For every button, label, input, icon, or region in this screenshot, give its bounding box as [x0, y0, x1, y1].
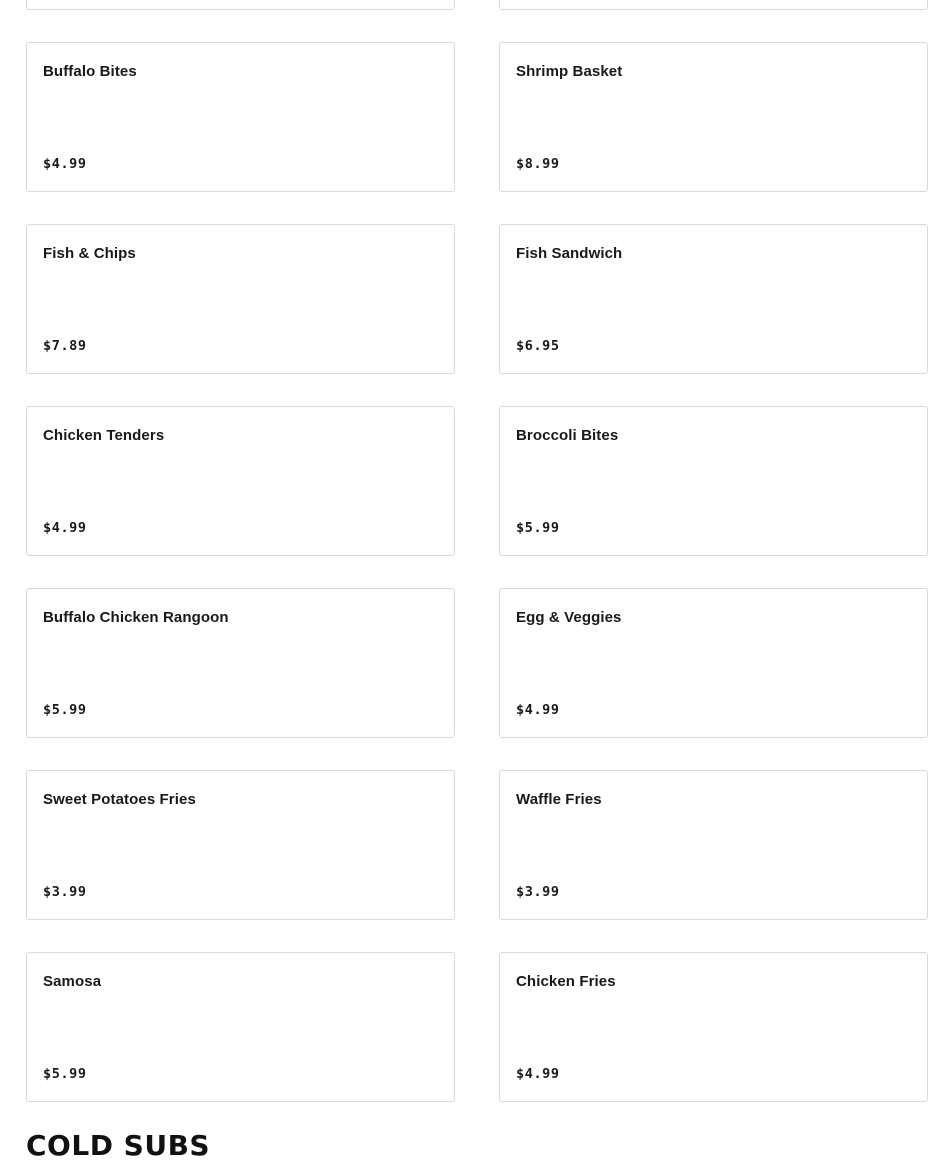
menu-item-card-buffalo-chicken-rangoon[interactable]: [26, 588, 455, 738]
menu-item-name: Sweet Potatoes Fries: [43, 791, 196, 808]
menu-item-card-shrimp-basket[interactable]: [499, 42, 928, 192]
menu-item-card-buffalo-bites[interactable]: [26, 42, 455, 192]
menu-item-name: Broccoli Bites: [516, 427, 619, 444]
menu-item-name: Chicken Tenders: [43, 427, 165, 444]
menu-item-card-fish-sandwich[interactable]: [499, 224, 928, 374]
menu-item-name: Fish & Chips: [43, 245, 136, 262]
menu-item-price: $4.99: [43, 520, 87, 536]
menu-item-name: Fish Sandwich: [516, 245, 623, 262]
menu-item-price: $4.99: [43, 156, 87, 172]
menu-item-price: $7.89: [43, 338, 87, 354]
menu-item-price: $3.99: [516, 884, 560, 900]
menu-item-price: $3.99: [43, 884, 87, 900]
menu-item-price: $6.95: [516, 338, 560, 354]
menu-item-price: $5.99: [43, 1066, 87, 1082]
menu-item-name: Waffle Fries: [516, 791, 602, 808]
menu-items-grid: [26, 0, 928, 1102]
menu-item-price: $4.99: [516, 1066, 560, 1082]
menu-item-card-waffle-fries[interactable]: [499, 770, 928, 920]
menu-item-name: Chicken Fries: [516, 973, 616, 990]
menu-item-card-egg-and-veggies[interactable]: [499, 588, 928, 738]
menu-item-name: Buffalo Bites: [43, 63, 137, 80]
menu-item-card-chicken-tenders[interactable]: [26, 406, 455, 556]
menu-item-name: Shrimp Basket: [516, 63, 623, 80]
section-heading-cold-subs: COLD SUBS: [26, 1129, 211, 1162]
menu-item-price: $4.99: [516, 702, 560, 718]
menu-item-card-chicken-fries[interactable]: [499, 952, 928, 1102]
menu-item-card[interactable]: [499, 0, 928, 10]
menu-item-name: Egg & Veggies: [516, 609, 622, 626]
menu-item-card[interactable]: [26, 0, 455, 10]
menu-item-card-fish-and-chips[interactable]: [26, 224, 455, 374]
menu-item-price: $5.99: [516, 520, 560, 536]
menu-item-card-samosa[interactable]: [26, 952, 455, 1102]
menu-item-card-broccoli-bites[interactable]: [499, 406, 928, 556]
menu-item-name: Buffalo Chicken Rangoon: [43, 609, 229, 626]
menu-item-name: Samosa: [43, 973, 102, 990]
menu-item-price: $8.99: [516, 156, 560, 172]
menu-item-price: $5.99: [43, 702, 87, 718]
menu-item-card-sweet-potatoes-fries[interactable]: [26, 770, 455, 920]
